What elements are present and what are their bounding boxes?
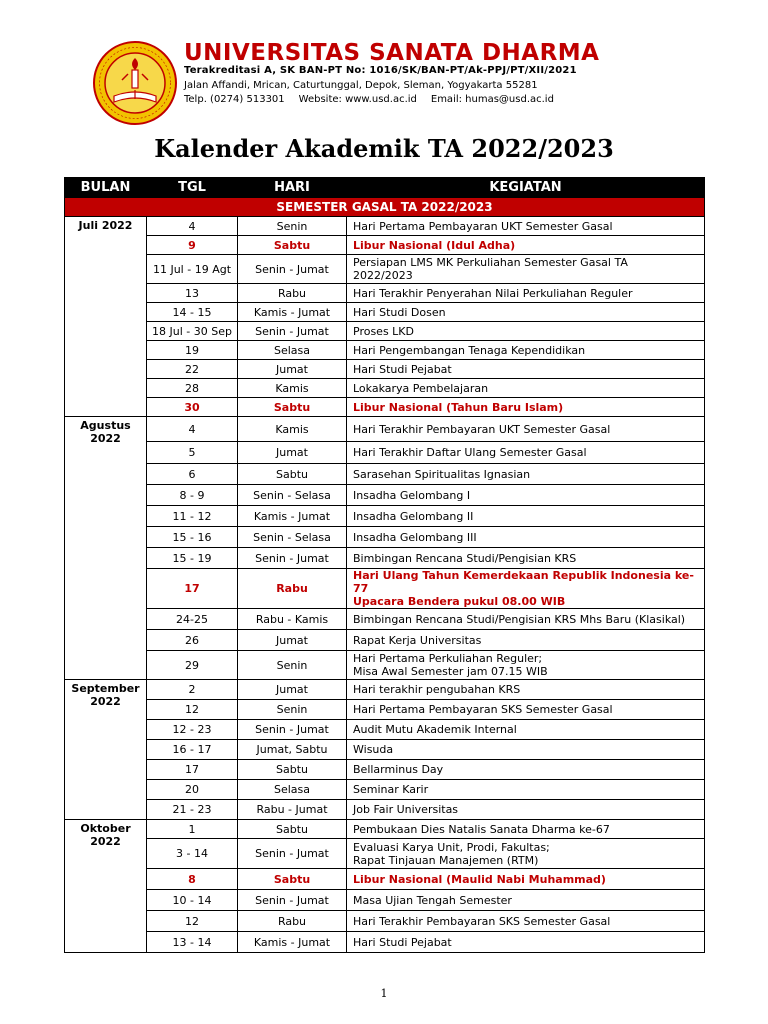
- activity-cell: [347, 527, 705, 548]
- month-label: Agustus: [80, 419, 131, 432]
- table-row: [65, 911, 705, 932]
- date-cell: 3 - 14: [147, 839, 238, 869]
- day-cell: Selasa: [238, 780, 347, 800]
- activity-cell: [347, 720, 705, 740]
- date-cell: 1: [147, 820, 238, 839]
- activity-line: Libur Nasional (Idul Adha): [353, 238, 516, 252]
- activity-line: Libur Nasional (Maulid Nabi Muhammad): [353, 872, 606, 886]
- university-seal-icon: [92, 40, 178, 126]
- date-cell: 12: [147, 911, 238, 932]
- day-cell: Senin: [238, 651, 347, 680]
- activity-cell: [347, 820, 705, 839]
- day-cell: Kamis: [238, 417, 347, 442]
- activity-cell: [347, 932, 705, 953]
- activity-line: Insadha Gelombang II: [353, 509, 474, 523]
- day-cell: Senin - Jumat: [238, 890, 347, 911]
- activity-line: Hari Terakhir Daftar Ulang Semester Gasal: [353, 446, 587, 459]
- column-header-kegiatan: KEGIATAN: [347, 178, 705, 198]
- date-cell: 12: [147, 700, 238, 720]
- activity-line: Insadha Gelombang I: [353, 488, 471, 502]
- date-cell: 11 - 12: [147, 506, 238, 527]
- activity-line: Misa Awal Semester jam 07.15 WIB: [353, 665, 548, 678]
- day-cell: Senin - Selasa: [238, 485, 347, 506]
- date-cell: 15 - 19: [147, 548, 238, 569]
- activity-cell: [347, 464, 705, 485]
- table-header-row: [65, 178, 705, 198]
- day-cell: Senin - Jumat: [238, 322, 347, 341]
- date-cell: 2: [147, 680, 238, 700]
- day-cell: Sabtu: [238, 398, 347, 417]
- activity-line: Hari Studi Dosen: [353, 305, 446, 319]
- date-cell: 6: [147, 464, 238, 485]
- activity-cell: [347, 780, 705, 800]
- date-cell: 17: [147, 569, 238, 609]
- activity-cell: [347, 341, 705, 360]
- activity-cell: [347, 839, 705, 869]
- date-cell: 17: [147, 760, 238, 780]
- table-row: [65, 630, 705, 651]
- activity-line: Bimbingan Rencana Studi/Pengisian KRS: [353, 551, 577, 565]
- activity-cell: [347, 869, 705, 890]
- day-cell: Kamis - Jumat: [238, 303, 347, 322]
- date-cell: 13: [147, 284, 238, 303]
- table-row: [65, 932, 705, 953]
- activity-line: Hari Pertama Perkuliahan Reguler;: [353, 652, 543, 665]
- activity-line: Persiapan LMS MK Perkuliahan Semester Gasal TA: [353, 256, 628, 269]
- university-name: UNIVERSITAS SANATA DHARMA: [184, 40, 600, 66]
- month-cell: [65, 820, 147, 953]
- table-row: [65, 255, 705, 284]
- date-cell: 19: [147, 341, 238, 360]
- activity-line: Hari Studi Pejabat: [353, 935, 452, 949]
- table-row: [65, 360, 705, 379]
- activity-cell: [347, 417, 705, 442]
- activity-cell: [347, 911, 705, 932]
- month-cell: [65, 217, 147, 417]
- column-header-bulan: BULAN: [65, 178, 147, 198]
- table-row: [65, 398, 705, 417]
- day-cell: Senin - Selasa: [238, 527, 347, 548]
- table-row: [65, 341, 705, 360]
- activity-cell: [347, 360, 705, 379]
- date-cell: 10 - 14: [147, 890, 238, 911]
- activity-line: Insadha Gelombang III: [353, 530, 477, 544]
- table-row: [65, 485, 705, 506]
- activity-cell: [347, 890, 705, 911]
- activity-cell: [347, 760, 705, 780]
- activity-line: Job Fair Universitas: [353, 803, 459, 816]
- activity-cell: [347, 609, 705, 630]
- day-cell: Rabu: [238, 284, 347, 303]
- activity-line: Masa Ujian Tengah Semester: [353, 893, 512, 907]
- date-cell: 11 Jul - 19 Agt: [147, 255, 238, 284]
- day-cell: Rabu: [238, 569, 347, 609]
- month-cell: [65, 680, 147, 820]
- day-cell: Senin - Jumat: [238, 255, 347, 284]
- table-row: [65, 760, 705, 780]
- activity-cell: [347, 700, 705, 720]
- day-cell: Sabtu: [238, 869, 347, 890]
- table-row: [65, 548, 705, 569]
- phone-text: Telp. (0274) 513301: [184, 94, 285, 105]
- month-cell: [65, 417, 147, 680]
- activity-cell: [347, 680, 705, 700]
- email-text: Email: humas@usd.ac.id: [430, 94, 554, 105]
- day-cell: Sabtu: [238, 464, 347, 485]
- day-cell: Rabu - Kamis: [238, 609, 347, 630]
- activity-line: Libur Nasional (Tahun Baru Islam): [353, 400, 564, 414]
- activity-cell: [347, 442, 705, 464]
- table-row: [65, 236, 705, 255]
- activity-cell: [347, 569, 705, 609]
- day-cell: Jumat, Sabtu: [238, 740, 347, 760]
- date-cell: 8: [147, 869, 238, 890]
- activity-line: Audit Mutu Akademik Internal: [353, 723, 517, 736]
- activity-cell: [347, 236, 705, 255]
- day-cell: Senin - Jumat: [238, 548, 347, 569]
- table-row: [65, 820, 705, 839]
- table-row: [65, 700, 705, 720]
- activity-line: Sarasehan Spiritualitas Ignasian: [353, 467, 531, 481]
- activity-line: Rapat Tinjauan Manajemen (RTM): [353, 853, 539, 867]
- date-cell: 16 - 17: [147, 740, 238, 760]
- month-label: Oktober: [80, 822, 131, 835]
- activity-cell: [347, 379, 705, 398]
- activity-line: Hari Terakhir Pembayaran UKT Semester Gasal: [353, 422, 611, 436]
- date-cell: 4: [147, 217, 238, 236]
- table-row: [65, 217, 705, 236]
- column-header-hari: HARI: [238, 178, 347, 198]
- table-row: [65, 322, 705, 341]
- day-cell: Senin: [238, 217, 347, 236]
- table-row: [65, 464, 705, 485]
- activity-line: Hari Pertama Pembayaran UKT Semester Gasal: [353, 219, 613, 233]
- date-cell: 29: [147, 651, 238, 680]
- activity-line: Lokakarya Pembelajaran: [353, 381, 489, 395]
- activity-line: Bellarminus Day: [353, 763, 444, 776]
- activity-line: Seminar Karir: [353, 783, 429, 796]
- date-cell: 9: [147, 236, 238, 255]
- date-cell: 5: [147, 442, 238, 464]
- contact-line: [184, 94, 554, 105]
- activity-cell: [347, 485, 705, 506]
- table-row: [65, 506, 705, 527]
- date-cell: 14 - 15: [147, 303, 238, 322]
- semester-label: SEMESTER GASAL TA 2022/2023: [65, 198, 705, 217]
- website-text: Website: www.usd.ac.id: [298, 94, 417, 105]
- date-cell: 15 - 16: [147, 527, 238, 548]
- activity-line: Bimbingan Rencana Studi/Pengisian KRS Mhs Baru (Klasikal): [353, 612, 686, 626]
- accreditation-line: Terakreditasi A, SK BAN-PT No: 1016/SK/BAN-PT/Ak-PPJ/PT/XII/2021: [184, 65, 577, 76]
- date-cell: 20: [147, 780, 238, 800]
- date-cell: 12 - 23: [147, 720, 238, 740]
- activity-cell: [347, 740, 705, 760]
- activity-line: Rapat Kerja Universitas: [353, 633, 482, 647]
- activity-cell: [347, 651, 705, 680]
- day-cell: Jumat: [238, 630, 347, 651]
- date-cell: 24-25: [147, 609, 238, 630]
- activity-line: Hari Studi Pejabat: [353, 362, 452, 376]
- table-row: [65, 651, 705, 680]
- day-cell: Rabu: [238, 911, 347, 932]
- table-row: [65, 869, 705, 890]
- table-row: [65, 303, 705, 322]
- day-cell: Senin - Jumat: [238, 720, 347, 740]
- activity-line: Proses LKD: [353, 324, 414, 338]
- day-cell: Jumat: [238, 360, 347, 379]
- month-label: 2022: [90, 695, 121, 708]
- activity-line: Hari Terakhir Penyerahan Nilai Perkuliahan Reguler: [353, 286, 633, 300]
- activity-cell: [347, 303, 705, 322]
- address-line: Jalan Affandi, Mrican, Caturtunggal, Depok, Sleman, Yogyakarta 55281: [184, 80, 538, 91]
- day-cell: Kamis: [238, 379, 347, 398]
- page-title: Kalender Akademik TA 2022/2023: [154, 134, 614, 163]
- date-cell: 8 - 9: [147, 485, 238, 506]
- table-row: [65, 284, 705, 303]
- day-cell: Sabtu: [238, 820, 347, 839]
- date-cell: 28: [147, 379, 238, 398]
- month-label: 2022: [90, 432, 121, 445]
- day-cell: Senin - Jumat: [238, 839, 347, 869]
- table-row: [65, 720, 705, 740]
- activity-line: Hari Terakhir Pembayaran SKS Semester Gasal: [353, 914, 611, 928]
- activity-cell: [347, 217, 705, 236]
- table-row: [65, 740, 705, 760]
- month-label: Juli 2022: [78, 219, 133, 232]
- table-row: [65, 569, 705, 609]
- activity-line: Pembukaan Dies Natalis Sanata Dharma ke-67: [353, 822, 610, 836]
- date-cell: 13 - 14: [147, 932, 238, 953]
- activity-line: Hari terakhir pengubahan KRS: [353, 683, 521, 696]
- activity-line: Wisuda: [353, 743, 394, 756]
- table-row: [65, 417, 705, 442]
- date-cell: 21 - 23: [147, 800, 238, 820]
- day-cell: Rabu - Jumat: [238, 800, 347, 820]
- table-row: [65, 780, 705, 800]
- column-header-tgl: TGL: [147, 178, 238, 198]
- day-cell: Sabtu: [238, 236, 347, 255]
- activity-cell: [347, 284, 705, 303]
- table-row: [65, 839, 705, 869]
- day-cell: Senin: [238, 700, 347, 720]
- activity-line: 2022/2023: [353, 269, 413, 282]
- activity-cell: [347, 255, 705, 284]
- table-row: [65, 800, 705, 820]
- activity-line: Hari Pengembangan Tenaga Kependidikan: [353, 343, 586, 357]
- table-row: [65, 609, 705, 630]
- date-cell: 4: [147, 417, 238, 442]
- activity-line: Hari Ulang Tahun Kemerdekaan Republik Indonesia ke-77: [353, 569, 694, 595]
- activity-cell: [347, 506, 705, 527]
- table-row: [65, 379, 705, 398]
- month-label: September: [71, 682, 140, 695]
- activity-cell: [347, 548, 705, 569]
- date-cell: 18 Jul - 30 Sep: [147, 322, 238, 341]
- date-cell: 22: [147, 360, 238, 379]
- day-cell: Jumat: [238, 680, 347, 700]
- academic-calendar-table: [64, 177, 705, 953]
- day-cell: Sabtu: [238, 760, 347, 780]
- month-label: 2022: [90, 835, 121, 848]
- day-cell: Kamis - Jumat: [238, 932, 347, 953]
- activity-line: Hari Pertama Pembayaran SKS Semester Gasal: [353, 703, 613, 716]
- page-number: 1: [380, 987, 388, 1000]
- table-row: [65, 442, 705, 464]
- day-cell: Selasa: [238, 341, 347, 360]
- date-cell: 26: [147, 630, 238, 651]
- activity-line: Evaluasi Karya Unit, Prodi, Fakultas;: [353, 840, 550, 854]
- activity-cell: [347, 322, 705, 341]
- table-row: [65, 527, 705, 548]
- day-cell: Jumat: [238, 442, 347, 464]
- activity-cell: [347, 800, 705, 820]
- activity-cell: [347, 630, 705, 651]
- day-cell: Kamis - Jumat: [238, 506, 347, 527]
- table-row: [65, 680, 705, 700]
- table-row: [65, 890, 705, 911]
- semester-row: [65, 198, 705, 217]
- activity-cell: [347, 398, 705, 417]
- activity-line: Upacara Bendera pukul 08.00 WIB: [353, 595, 566, 608]
- date-cell: 30: [147, 398, 238, 417]
